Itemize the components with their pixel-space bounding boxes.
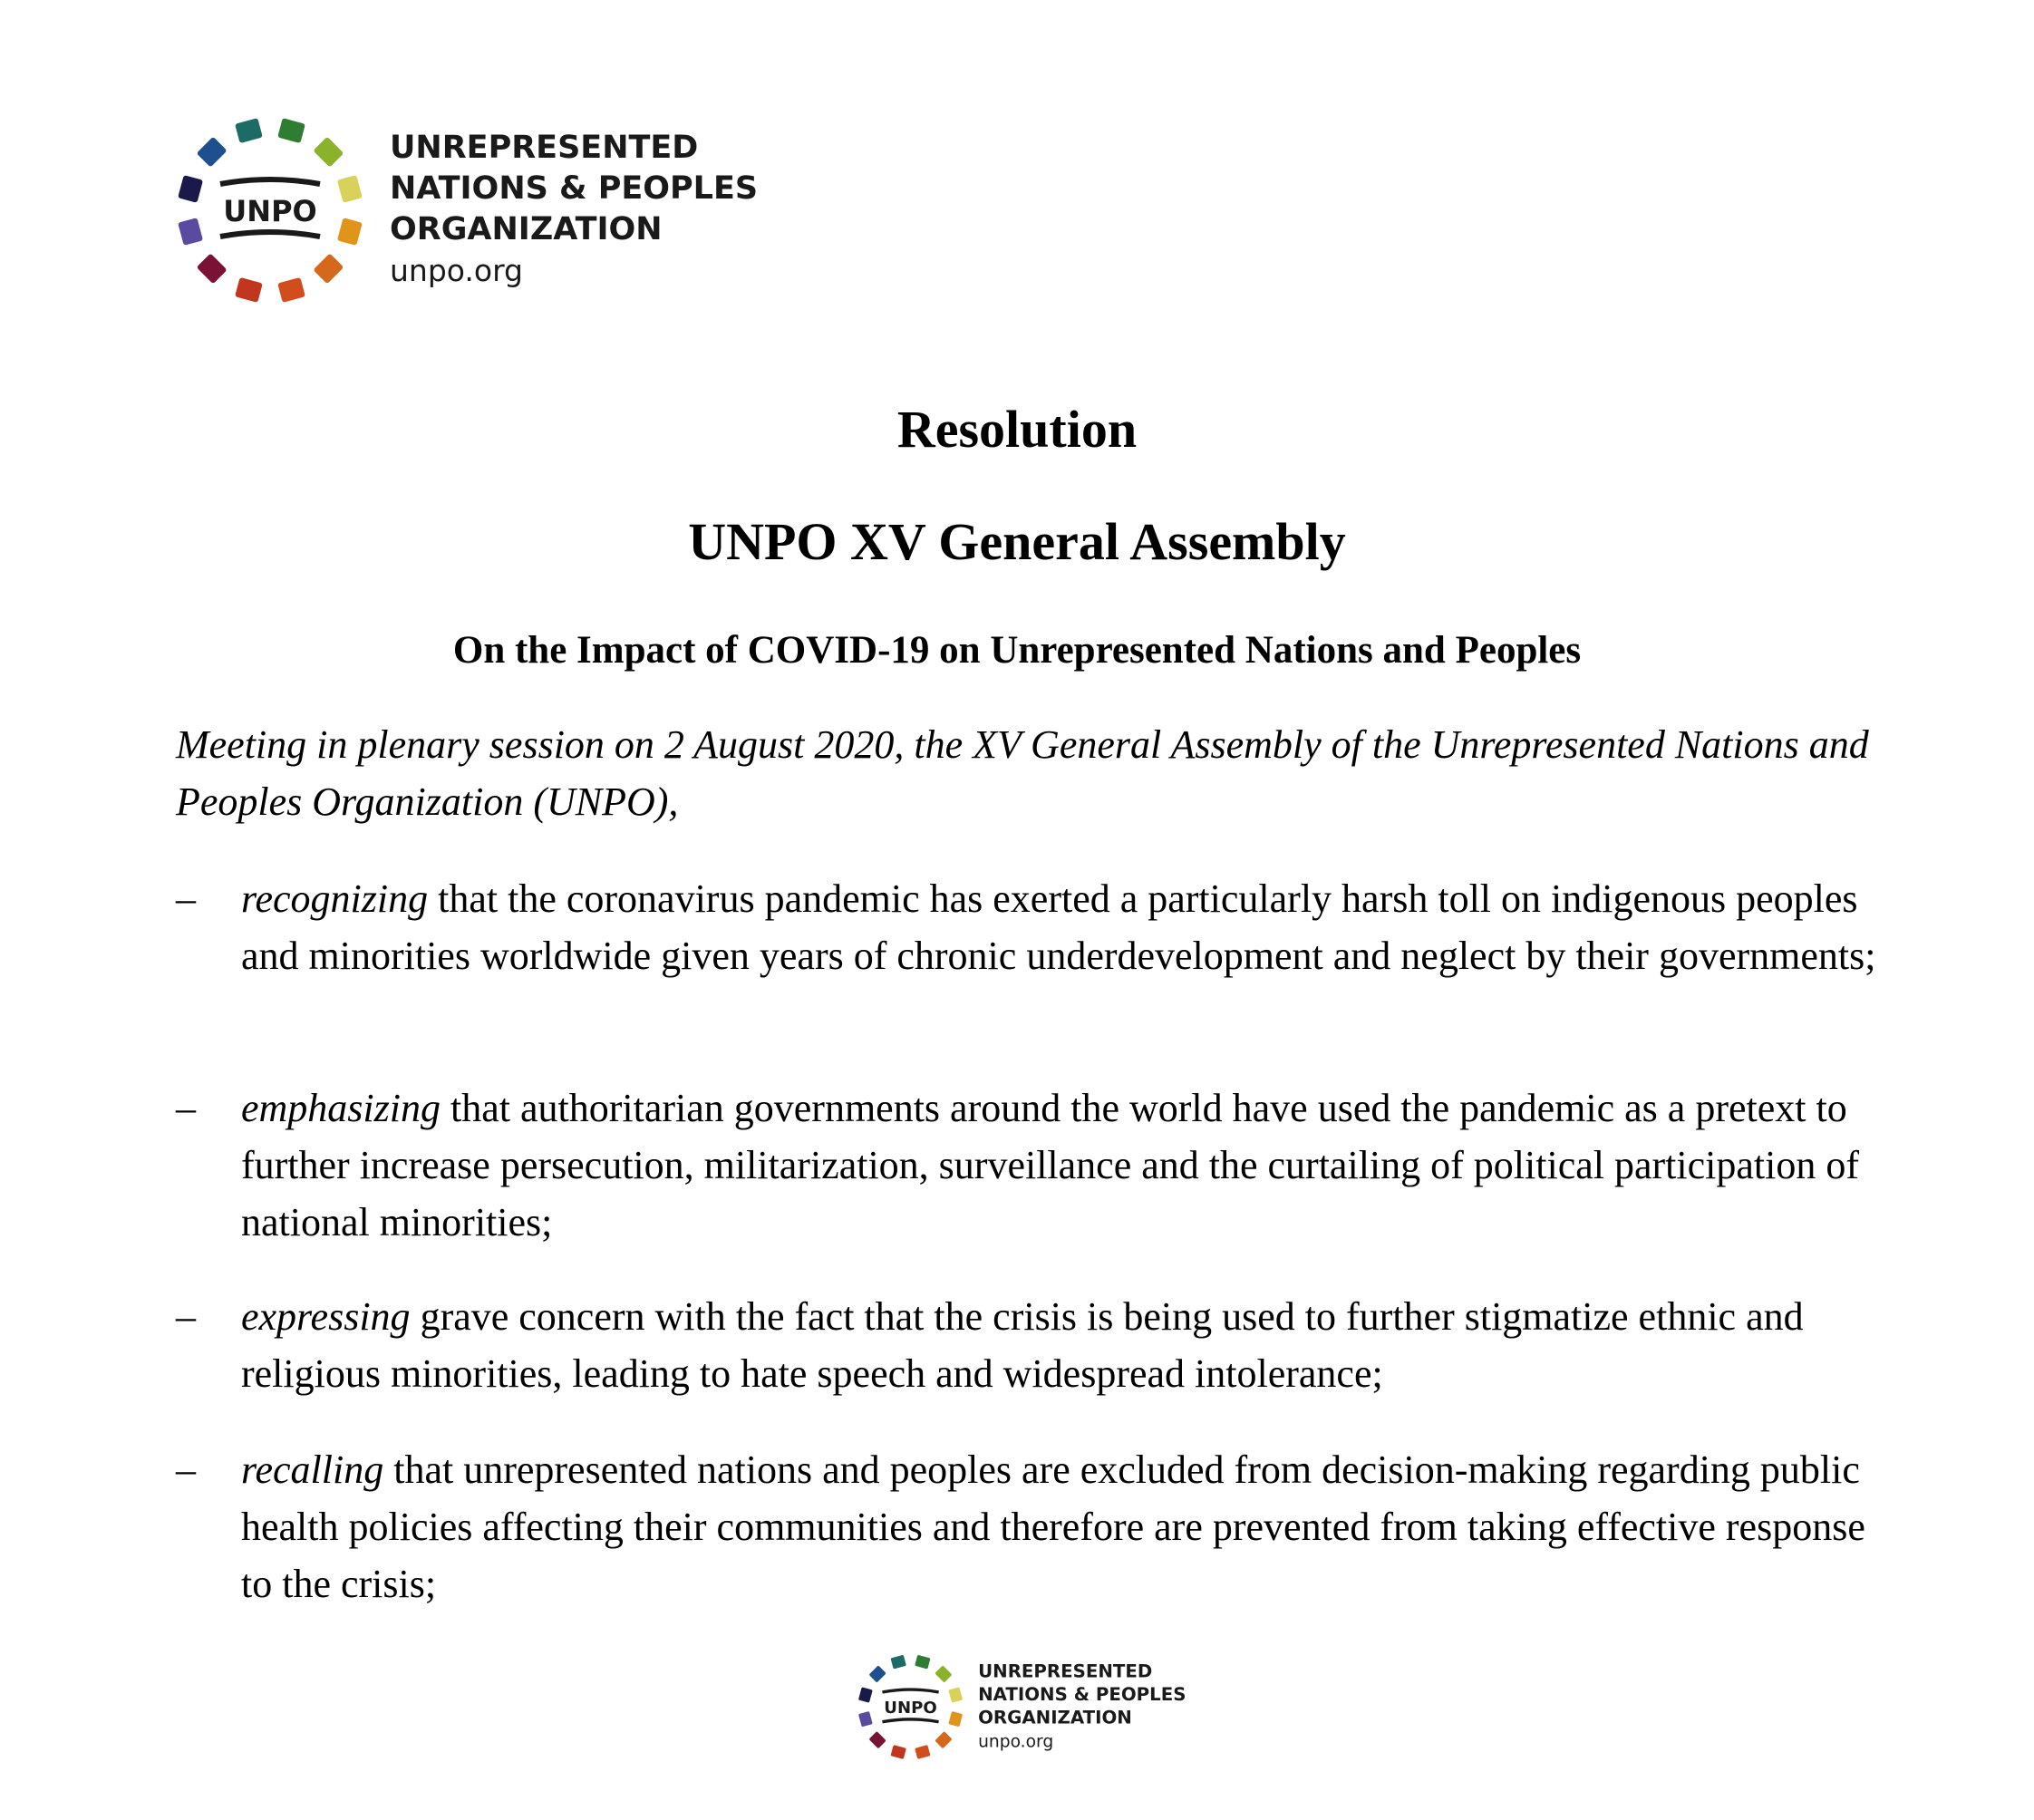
ring-segment [858, 1711, 873, 1727]
clause-recognizing [176, 870, 1898, 984]
ring-segment [935, 1665, 952, 1682]
ring-segment [869, 1731, 886, 1748]
ring-segment [178, 218, 203, 246]
unpo-ring-mark [858, 1655, 963, 1759]
clause-bullet: – [176, 1086, 196, 1130]
clause-bullet: – [176, 1447, 196, 1492]
ring-segment [869, 1665, 886, 1682]
logo-name-line2: NATIONS & PEOPLES [978, 1683, 1186, 1705]
clause-bullet: – [176, 876, 196, 921]
logo-name-line1: UNREPRESENTED [978, 1660, 1153, 1682]
ring-segment [915, 1655, 930, 1670]
ring-segment [891, 1655, 906, 1670]
logo-mark-text: UNPO [884, 1699, 937, 1718]
logo-mark-text: UNPO [223, 194, 317, 228]
logo-name-line3: ORGANIZATION [978, 1707, 1132, 1728]
preamble-paragraph: Meeting in plenary session on 2 August 2020, the XV General Assembly of the Unrepresented Nations and Peoples Organization (UNPO), [176, 722, 1869, 824]
unpo-ring-mark [178, 118, 363, 303]
resolution-topic: On the Impact of COVID-19 on Unrepresented Nations and Peoples [452, 629, 1582, 672]
clause-bullet: – [176, 1294, 196, 1339]
clause-text: that unrepresented nations and peoples are excluded from decision-making regarding public health policies affecting their communities and therefore are prevented from taking effective response to the crisis; [241, 1447, 1865, 1606]
logo-name-line2: NATIONS & PEOPLES [390, 170, 759, 207]
ring-segment [891, 1745, 906, 1759]
logo-website: unpo.org [390, 253, 524, 288]
document-title: Resolution [896, 400, 1138, 459]
unpo-logo-footer [852, 1650, 1196, 1767]
logo-name-line3: ORGANIZATION [390, 211, 663, 247]
ring-segment [197, 137, 228, 168]
ring-segment [948, 1687, 963, 1702]
clause-recalling [176, 1441, 1898, 1612]
ring-segment [337, 218, 363, 246]
ring-segment [277, 277, 305, 303]
ring-segment [313, 137, 344, 168]
ring-segment [197, 253, 228, 284]
ring-segment [235, 118, 263, 143]
document-subtitle: UNPO XV General Assembly [688, 512, 1346, 571]
ring-segment [277, 118, 305, 143]
ring-segment [858, 1687, 873, 1702]
clause-keyword: recalling [241, 1447, 384, 1492]
clause-keyword: emphasizing [241, 1086, 441, 1130]
ring-segment [935, 1731, 952, 1748]
logo-website: unpo.org [978, 1732, 1054, 1752]
ring-segment [948, 1711, 963, 1727]
clause-text: that authoritarian governments around the world have used the pandemic as a pretext to further increase persecution, militarization, surveillance and the curtailing of political participation of national minorities; [241, 1086, 1859, 1244]
ring-segment [235, 277, 263, 303]
ring-segment [313, 253, 344, 284]
clause-expressing [176, 1288, 1898, 1402]
clause-emphasizing [176, 1079, 1898, 1251]
clause-text: that the coronavirus pandemic has exerted a particularly harsh toll on indigenous peoples and minorities worldwide given years of chronic underdevelopment and neglect by their governments; [241, 876, 1876, 978]
ring-segment [915, 1745, 930, 1759]
clause-text: grave concern with the fact that the crisis is being used to further stigmatize ethnic and religious minorities, leading to hate speech and widespread intolerance; [241, 1294, 1804, 1396]
clause-keyword: recognizing [241, 876, 429, 921]
unpo-logo-header [172, 109, 770, 317]
ring-segment [178, 175, 203, 203]
clause-keyword: expressing [241, 1294, 411, 1339]
logo-name-line1: UNREPRESENTED [390, 130, 699, 166]
ring-segment [337, 175, 363, 203]
